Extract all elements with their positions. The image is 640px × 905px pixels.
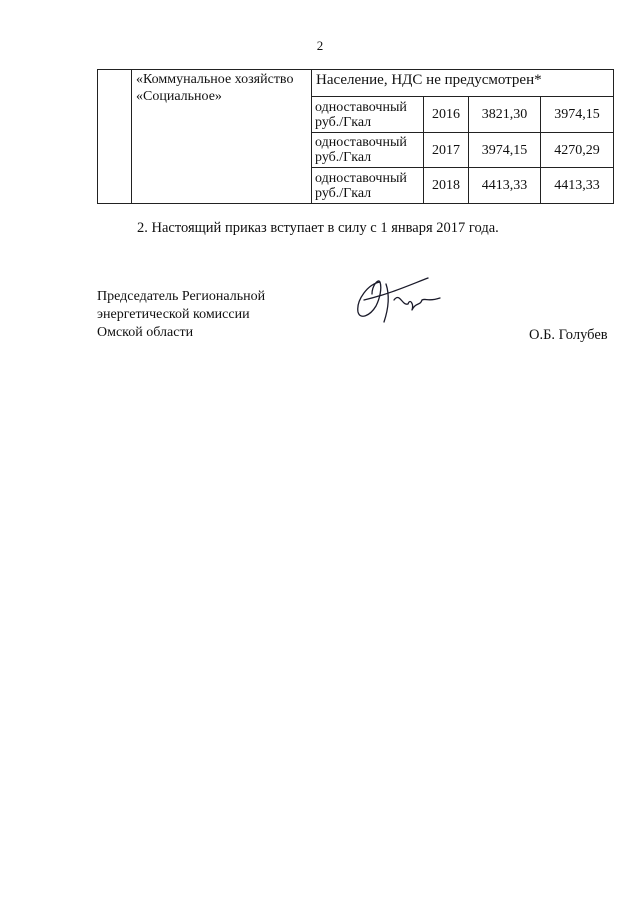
tariff-unit: руб./Гкал bbox=[315, 150, 372, 165]
table-row bbox=[98, 70, 614, 97]
order-clause: 2. Настоящий приказ вступает в силу с 1 января 2017 года. bbox=[137, 220, 499, 236]
tariff-unit: руб./Гкал bbox=[315, 185, 372, 201]
tariff-type: одноставочный bbox=[315, 135, 407, 150]
tariff-value-first-half: 4413,33 bbox=[469, 168, 541, 204]
tariff-unit-cell bbox=[312, 133, 424, 168]
signer-title-line: Омской области bbox=[97, 325, 194, 340]
year-cell: 2018 bbox=[424, 168, 469, 204]
consumer-category-cell: Население, НДС не предусмотрен* bbox=[312, 70, 614, 97]
tariff-value-second-half: 3974,15 bbox=[541, 97, 614, 133]
tariff-value-second-half: 4270,29 bbox=[541, 133, 614, 168]
signer-title-line: Председатель Региональной bbox=[97, 289, 266, 304]
year-cell: 2016 bbox=[424, 97, 469, 133]
tariff-type: одноставочный bbox=[315, 99, 407, 115]
signer-title bbox=[97, 288, 265, 342]
tariff-value-first-half: 3974,15 bbox=[469, 133, 541, 168]
organization-name-line: «Социальное» bbox=[136, 89, 222, 104]
tariff-value-first-half: 3821,30 bbox=[469, 97, 541, 133]
tariff-value-second-half: 4413,33 bbox=[541, 168, 614, 204]
organization-name-line: «Коммунальное хозяйство bbox=[136, 72, 294, 87]
signer-name: О.Б. Голубев bbox=[529, 327, 608, 343]
tariff-unit-cell bbox=[312, 97, 424, 133]
row-number-cell bbox=[98, 70, 132, 204]
page-number: 2 bbox=[316, 38, 324, 53]
signer-title-line: энергетической комиссии bbox=[97, 307, 250, 322]
year-cell: 2017 bbox=[424, 133, 469, 168]
tariff-unit-cell bbox=[312, 168, 424, 204]
tariff-unit: руб./Гкал bbox=[315, 114, 372, 130]
tariff-type: одноставочный bbox=[315, 170, 407, 186]
handwritten-signature bbox=[350, 270, 450, 326]
tariff-table bbox=[97, 69, 614, 204]
organization-cell bbox=[132, 70, 312, 204]
